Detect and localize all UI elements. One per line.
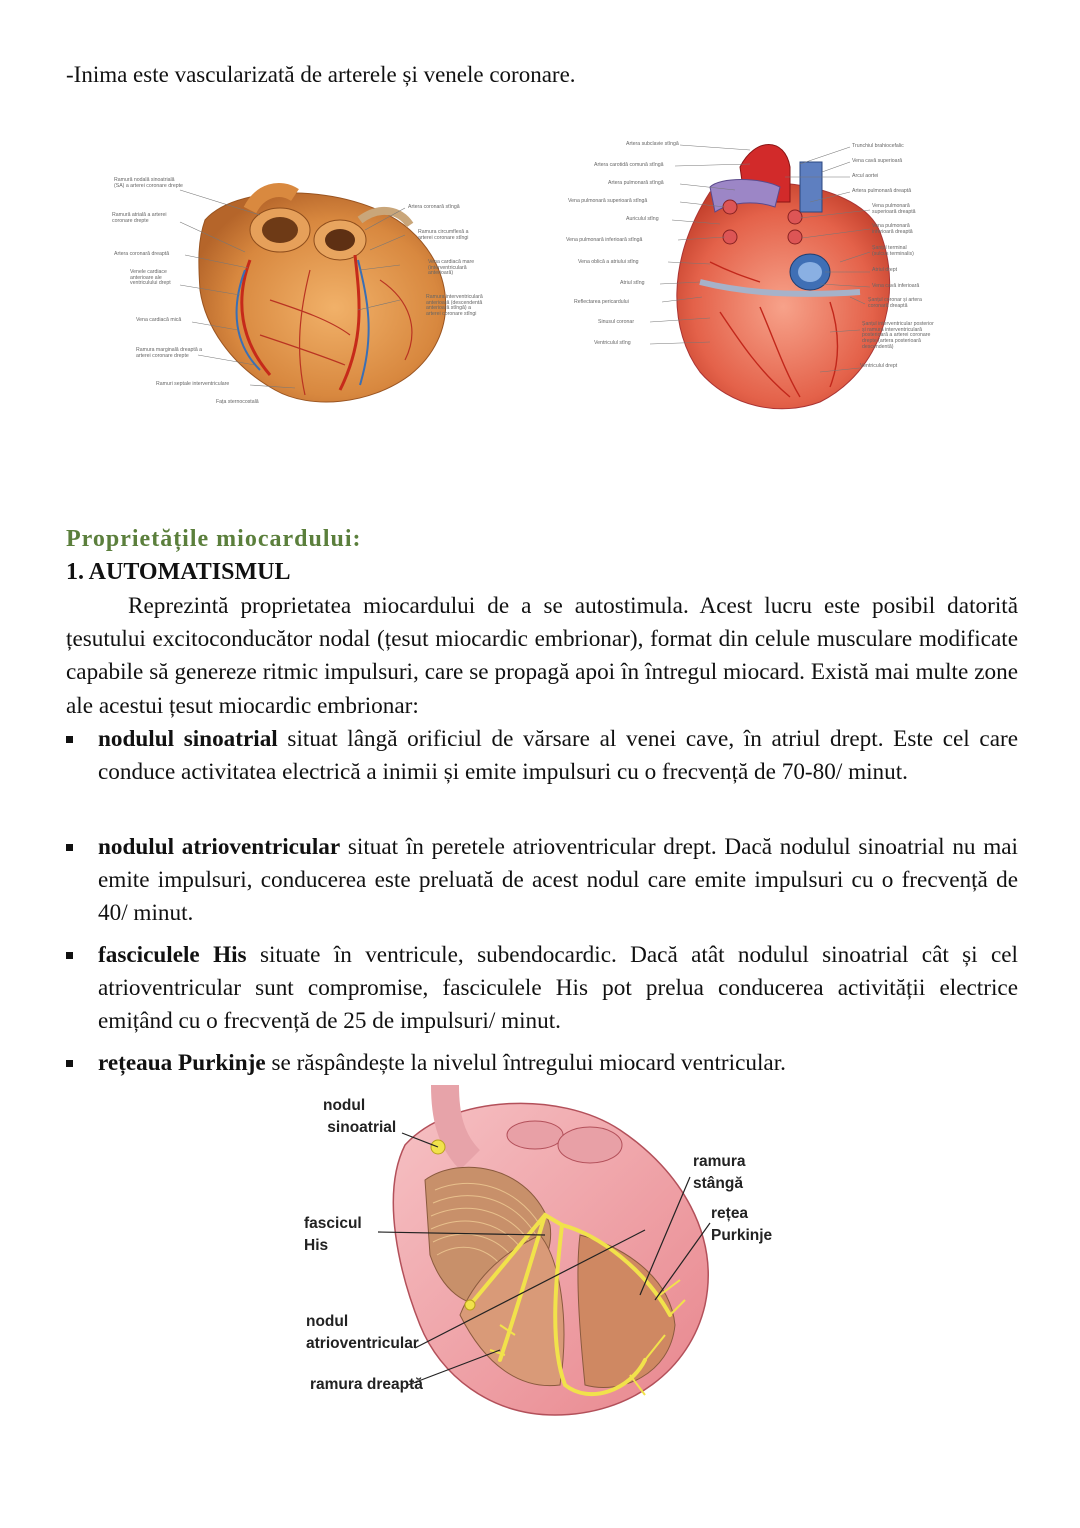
- text-purkinje: se răspândește la nivelul întregului miocard ventricular.: [265, 1050, 786, 1076]
- figure-heart-posterior: [560, 132, 980, 417]
- subheading-automatism: 1. AUTOMATISMUL: [66, 559, 291, 585]
- label-coronary-sulcus: Șanțul coronar și artera coronară dreaptă: [868, 297, 922, 309]
- term-his-bundle: fasciculele His: [98, 942, 247, 968]
- label-right-marginal-branch: Ramura marginală dreaptă a arterei coronare drepte: [136, 347, 203, 359]
- bullet-marker: [66, 844, 73, 851]
- label-sa-nodal-branch: Ramură nodală sinoatrială (SA) a arterei coronare drepte: [114, 177, 183, 189]
- label-right-ventricle: Ventriculul drept: [860, 363, 898, 369]
- label-right-atrium: Atriul drept: [872, 267, 898, 273]
- bullet-sinoatrial: [66, 723, 1018, 789]
- label-left-atrium: Atriul stîng: [620, 280, 645, 286]
- label-left-superior-pulmonary-vein: Vena pulmonară superioară stîngă: [568, 198, 648, 204]
- heart-posterior-illustration: [560, 132, 980, 417]
- label-oblique-vein: Vena oblică a atriului stîng: [578, 259, 639, 265]
- label-right-inferior-pulmonary-vein: Vena pulmonară inferioară dreaptă: [872, 223, 913, 235]
- label-anterior-interventricular-branch: Ramura interventriculară anterioară (descendentă anterioară stîngă) a arterei coronare stîngi: [426, 294, 483, 318]
- label-posterior-interventricular-sulcus: Șanțul interventricular posterior și ramura interventriculară posterioară a arterei coronare drepte (artera posterioară descendentă): [862, 321, 934, 350]
- bullet-marker: [66, 736, 73, 743]
- label-left-ventricle: Ventriculul stîng: [594, 340, 631, 346]
- label-superior-vena-cava: Vena cavă superioară: [852, 158, 903, 164]
- bullet-his-bundle: [66, 939, 1018, 1039]
- label-sulcus-terminalis: Șanțul terminal (sulcus terminalis): [872, 245, 914, 257]
- label-circumflex-branch: Ramura circumflexă a arterei coronare stîngi: [418, 229, 469, 241]
- label-right-coronary-artery: Artera coronară dreaptă: [114, 251, 170, 257]
- section-heading: Proprietățile miocardului:: [66, 526, 362, 552]
- text-sinoatrial: situat lângă orificiul de vărsare al venei cave, în atriul drept. Este cel care conduce activitatea electrică a inimii și emite impulsuri cu o frecvență de 70-80/ minut.: [98, 726, 1018, 786]
- label-right-superior-pulmonary-vein: Vena pulmonară superioară dreaptă: [872, 203, 916, 215]
- label-brachiocephalic-trunk: Trunchiul brahiocefalic: [852, 143, 904, 149]
- text-atrioventricular: situat în peretele atrioventricular drept. Dacă nodulul sinoatrial nu mai emite impulsuri, conducerea este preluată de acest nodul care emite impulsuri cu o frecvență de 40/ minut.: [98, 834, 1018, 927]
- label-sternocostal-face: Fața sternocostală: [216, 399, 259, 405]
- label-inferior-vena-cava: Vena cavă inferioară: [872, 283, 920, 289]
- label-sinoatrial-node: nodul sinoatrial: [323, 1097, 397, 1136]
- term-atrioventricular: nodulul atrioventricular: [98, 834, 341, 860]
- label-left-subclavian-artery: Artera subclavie stîngă: [626, 141, 679, 147]
- label-his-bundle: fascicul His: [304, 1215, 362, 1254]
- automatism-paragraph: [66, 590, 1018, 723]
- intro-text: -Inima este vascularizată de arterele și venele coronare.: [66, 62, 576, 87]
- label-coronary-sinus: Sinusul coronar: [598, 319, 635, 325]
- label-left-coronary-artery: Artera coronară stîngă: [408, 204, 460, 210]
- label-left-common-carotid: Artera carotidă comună stîngă: [594, 162, 664, 168]
- label-septal-branches: Ramuri septale interventriculare: [156, 381, 230, 387]
- bullet-atrioventricular: [66, 831, 1018, 931]
- figure-conduction-system: [300, 1085, 790, 1430]
- label-small-cardiac-vein: Vena cardiacă mică: [136, 317, 182, 323]
- label-right-pulmonary-artery: Artera pulmonară dreaptă: [852, 188, 912, 194]
- label-anterior-cardiac-veins: Venele cardiace anterioare ale ventriculului drept: [130, 269, 171, 287]
- label-pericardial-reflection: Reflectarea pericardului: [574, 299, 629, 305]
- figure-coronary-anterior: [110, 160, 515, 420]
- bullet-marker: [66, 952, 73, 959]
- label-purkinje-network: rețea Purkinje: [711, 1205, 773, 1244]
- label-atrial-branch: Ramură atrială a arterei coronare drepte: [112, 212, 167, 224]
- label-left-branch: ramura stângă: [693, 1153, 746, 1192]
- bullet-purkinje: [66, 1047, 1018, 1080]
- label-right-branch: ramura dreaptă: [310, 1376, 423, 1393]
- label-great-cardiac-vein: Vena cardiacă mare (interventriculară anterioară): [428, 259, 475, 277]
- label-left-pulmonary-artery: Artera pulmonară stîngă: [608, 180, 664, 186]
- label-left-auricle: Auriculul stîng: [626, 216, 659, 222]
- label-left-inferior-pulmonary-vein: Vena pulmonară inferioară stîngă: [566, 237, 643, 243]
- automatism-paragraph-text: Reprezintă proprietatea miocardului de a se autostimula. Acest lucru este posibil datorită țesutului excitoconducător nodal (țesut miocardic embrionar), format din celule musculare modificate capabile să genereze ritmic impulsuri, care se propagă apoi în întregul miocard. Există mai multe zone ale acestui țesut miocardic embrionar:: [66, 593, 1018, 719]
- text-his-bundle: situate în ventricule, subendocardic. Dacă atât nodulul sinoatrial cât și cel atrioventricular sunt compromise, fasciculele His pot prelua conducerea activității electrice emițând cu o frecvență de 25 de impulsuri/ minut.: [98, 942, 1018, 1035]
- bullet-marker: [66, 1060, 73, 1067]
- term-sinoatrial: nodulul sinoatrial: [98, 726, 278, 752]
- term-purkinje: rețeaua Purkinje: [98, 1050, 266, 1076]
- label-atrioventricular-node: nodul atrioventricular: [306, 1313, 419, 1352]
- label-aortic-arch: Arcul aortei: [852, 173, 879, 179]
